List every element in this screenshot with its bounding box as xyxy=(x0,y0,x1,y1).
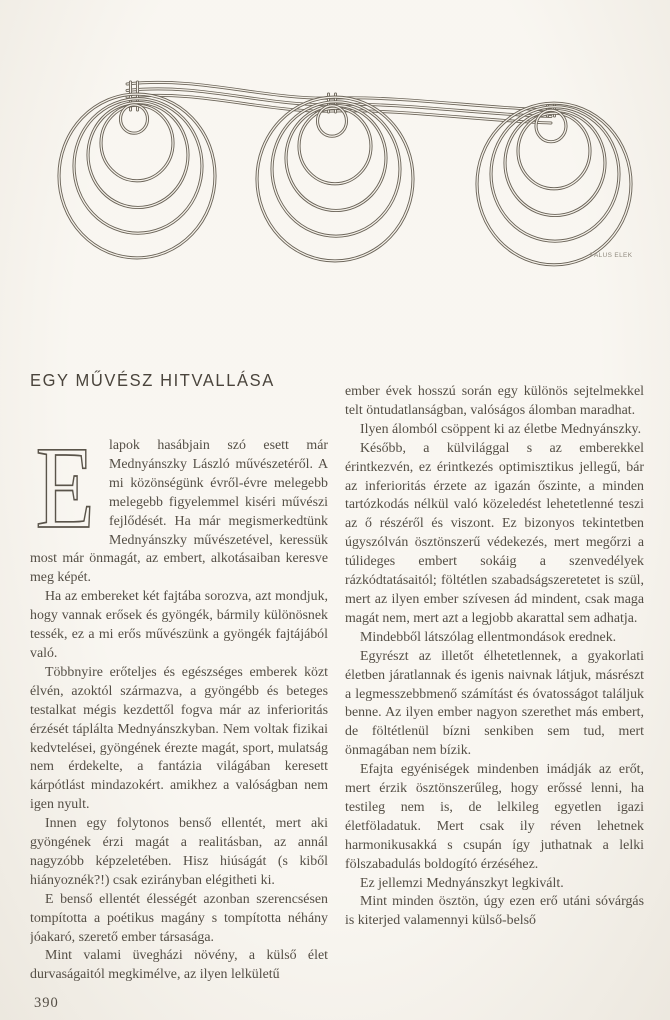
drop-cap-letter: E xyxy=(35,440,95,536)
paragraph: ember évek hosszú során egy különös sejtelmekkel telt öntudatlanságban, valóságos álomban maradhat. xyxy=(345,384,644,418)
article-title: EGY MŰVÉSZ HITVALLÁSA xyxy=(30,371,275,391)
artist-signature: FALUS ELEK xyxy=(590,252,633,259)
paragraph: Ez jellemzi Mednyánszkyt legkivált. xyxy=(360,875,564,891)
paragraph: Később, a külvilággal s az emberekkel érintkezvén, ez érintkezés optimisztikus jellegű, bár az inferioritás érzete az igazán őszinte, a minden tartózkodás nélkül való közeledést lehetetlenné teszi az ő részéről és viszont. Ez bizonyos tekintetben úgyszólván ösztönszerű védekezés, mert megőrzi a túlideges embert sokáig a szenvedélyek rázkódtatásaitól; föltétlen szabadságszeretetet is szül, mert az ilyen ember szívesen ád mindent, csak maga magát nem, mert azt a legjobb akarattal sem adhatja. xyxy=(345,440,644,626)
right-column-text xyxy=(345,383,644,931)
paragraph: Ha az embereket két fajtába sorozva, azt mondjuk, hogy vannak erősek és gyöngék, bármily különösnek tessék, ez a mi erős művészünk a gyöngék fajtájából való. xyxy=(30,589,328,661)
paragraph: Mindebből látszólag ellentmondások erednek. xyxy=(360,629,617,645)
paragraph: Egyrészt az illetőt élhetetlennek, a gyakorlati életben járatlannak és igenis naivnak látjuk, másrészt a legmesszebbmenő számítást és óvatosságot találjuk benne. Az ilyen ember nagyon szerethet más embert, de föltétlenül bízni senkiben sem tud, mert önmagában nem bízik. xyxy=(345,648,644,759)
paragraph: Mint valami üvegházi növény, a külső élet durvaságaitól megkimélve, az ilyen lelkületű xyxy=(30,948,328,983)
paragraph: lapok hasábjain szó esett már Mednyánszky László művészetéről. A mi közönségünk évről-évre melegebb melegebb figyelemmel kiséri művészi fejlődését. Ha már megismerkedtünk Mednyánszky művészetével, keressük most már önmagát, az embert, alkotásaiban keresve meg képét. xyxy=(30,438,328,586)
paragraph: Többnyire erőteljes és egészséges emberek közt élvén, azoktól származva, a gyöngébb és beteges testalkat mégis kezdettől fogva már az inferioritás érzését táplálta Mednyánszkyban. Nem voltak fizikai kedvtelései, gyöngének érezte magát, sport, mulatság nem érdekelte, a fantázia világában keresett kárpótlást mindazokért. amikhez a valóságban nem igen nyult. xyxy=(30,664,328,813)
paragraph: Ilyen álomból csöppent ki az életbe Mednyánszky. xyxy=(360,421,642,437)
header-ornament xyxy=(0,0,670,290)
paragraph: Innen egy folytonos benső ellentét, mert aki gyöngének érzi magát a realitásban, az annál nagyzóbb képzeletében. Hisz hiúságát (s kiből hiányoznék?!) csak ezirányban elégitheti ki. xyxy=(30,816,328,888)
paragraph: Efajta egyéniségek mindenben imádják az erőt, mert érzik ösztönszerűleg, hogy erőssé lenni, ha testileg nem is, de lelkileg egyetlen igazi életföladatuk. Mert csak ily réven lehetnek harmonikusakká s csupán így juthatnak a lelki fölszabadulás boldogító érzéséhez. xyxy=(345,762,644,872)
paragraph: E benső ellentét élességét azonban szerencsésen tompította a poétikus magány s tompította néhány jóakaró, szerető ember társasága. xyxy=(30,891,328,945)
left-column xyxy=(30,437,328,1013)
paragraph: Mint minden ösztön, úgy ezen erő utáni sóvárgás is kiterjed valamennyi külső-belső xyxy=(345,894,644,929)
drop-cap-initial xyxy=(30,440,100,536)
page-number: 390 xyxy=(34,995,59,1011)
right-column xyxy=(345,383,644,1016)
